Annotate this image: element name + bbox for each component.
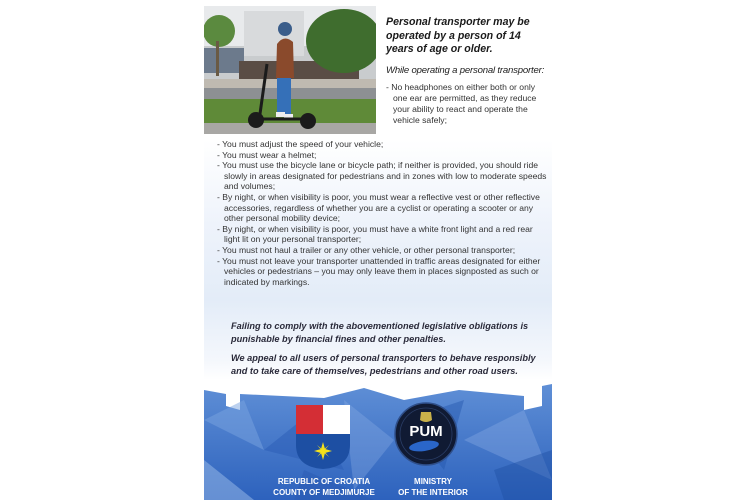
medjimurje-coat-of-arms [296, 405, 350, 469]
rule-item: - By night, or when visibility is poor, you must have a white front light and a red rear light lit on your personal transporter; [217, 223, 533, 245]
county-caption [264, 476, 384, 498]
rule-item: - You must adjust the speed of your vehicle; [217, 139, 384, 149]
rule-item: - You must not leave your transporter unattended in traffic areas designated for either vehicles or pedestrians – you may only leave them in places signposted as such or indicated by markings. [217, 255, 541, 287]
county-caption-line-2: COUNTY OF MEDJIMURJE [273, 488, 375, 497]
leaflet-page [204, 0, 552, 500]
footer-banner [204, 380, 552, 500]
ministry-caption [378, 476, 488, 498]
pum-logo-text: PUM [409, 423, 443, 440]
pum-police-badge [394, 402, 458, 466]
appeal-statement: We appeal to all users of personal transporters to behave responsibly and to take care of themselves, pedestrians and other road users. [231, 353, 536, 376]
intro-block [386, 16, 548, 126]
ministry-caption-line-2: OF THE INTERIOR [398, 488, 468, 497]
ministry-caption-line-1: MINISTRY [414, 477, 452, 486]
operating-subheading: While operating a personal transporter: [386, 64, 545, 76]
county-caption-line-1: REPUBLIC OF CROATIA [277, 477, 371, 486]
rules-list [217, 139, 547, 287]
rule-item: - By night, or when visibility is poor, you must wear a reflective vest or other reflective accessories, regardless of whether you are a cyclist or operating a scooter or any other personal mobility device; [217, 191, 540, 224]
age-requirement-heading: Personal transporter may be operated by a person of 14 years of age or older. [386, 16, 530, 55]
penalty-statement: Failing to comply with the abovementioned legislative obligations is punishable by financial fines and other penalties. [231, 321, 529, 344]
rule-item: - You must use the bicycle lane or bicycle path; if neither is provided, you should ride slowly in areas designated for pedestrians and in zones with low to moderate speeds and volumes; [217, 160, 547, 192]
headphones-rule: - No headphones on either both or only one ear are permitted, as they reduce your ability to react and operate the vehicle safely; [386, 81, 537, 125]
rule-item: - You must not haul a trailer or any other vehicle, or other personal transporter; [217, 244, 516, 255]
rule-item: - You must wear a helmet; [217, 149, 317, 160]
closing-statements [231, 320, 549, 384]
scooter-rider-photo [204, 6, 376, 134]
